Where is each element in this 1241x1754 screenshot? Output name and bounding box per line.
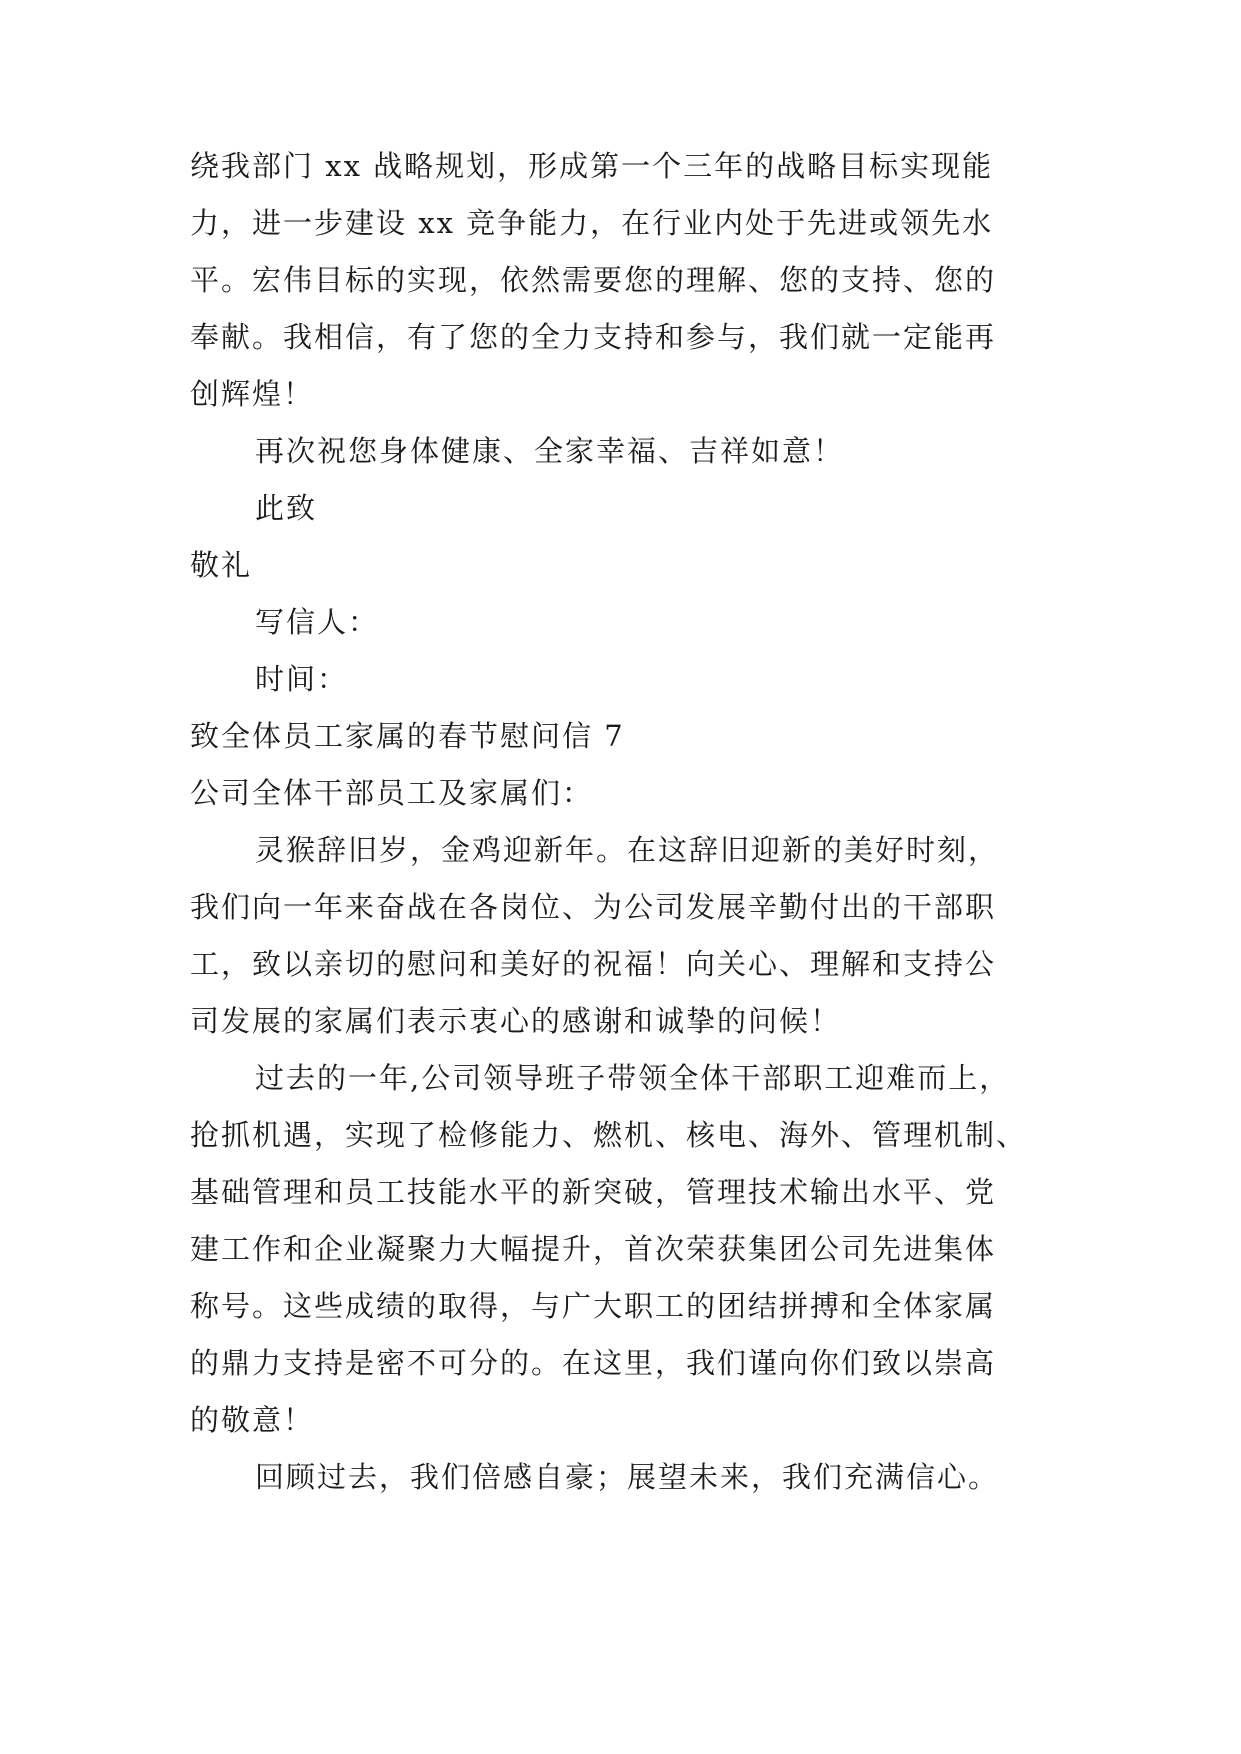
text-line: 称号。这些成绩的取得，与广大职工的团结拼搏和全体家属 bbox=[190, 1289, 997, 1323]
text-line: 写信人： bbox=[255, 605, 380, 639]
text-line: 绕我部门 xx 战略规划，形成第一个三年的战略目标实现能 bbox=[190, 149, 994, 183]
section-title: 致全体员工家属的春节慰问信 7 bbox=[190, 719, 625, 753]
text-line: 平。宏伟目标的实现，依然需要您的理解、您的支持、您的 bbox=[190, 263, 997, 297]
text-line: 时间： bbox=[255, 662, 349, 696]
text-line: 基础管理和员工技能水平的新突破，管理技术输出水平、党 bbox=[190, 1175, 997, 1209]
text-line: 回顾过去，我们倍感自豪；展望未来，我们充满信心。 bbox=[255, 1460, 1000, 1494]
text-line: 此致 bbox=[255, 491, 318, 525]
text-line: 的鼎力支持是密不可分的。在这里，我们谨向你们致以崇高 bbox=[190, 1346, 997, 1380]
text-line: 我们向一年来奋战在各岗位、为公司发展辛勤付出的干部职 bbox=[190, 890, 997, 924]
text-line: 工，致以亲切的慰问和美好的祝福！向关心、理解和支持公 bbox=[190, 947, 997, 981]
salutation: 公司全体干部员工及家属们： bbox=[190, 776, 594, 810]
text-line: 司发展的家属们表示衷心的感谢和诚挚的问候！ bbox=[190, 1004, 842, 1038]
text-line: 创辉煌！ bbox=[190, 377, 315, 411]
text-line: 奉献。我相信，有了您的全力支持和参与，我们就一定能再 bbox=[190, 320, 997, 354]
text-line: 建工作和企业凝聚力大幅提升，首次荣获集团公司先进集体 bbox=[190, 1232, 997, 1266]
text-line: 再次祝您身体健康、全家幸福、吉祥如意！ bbox=[255, 434, 845, 468]
text-line: 敬礼 bbox=[190, 548, 253, 582]
text-line: 力，进一步建设 xx 竞争能力，在行业内处于先进或领先水 bbox=[190, 206, 994, 240]
text-line: 灵猴辞旧岁，金鸡迎新年。在这辞旧迎新的美好时刻， bbox=[255, 833, 1000, 867]
text-line: 过去的一年,公司领导班子带领全体干部职工迎难而上， bbox=[255, 1061, 1011, 1095]
text-line: 抢抓机遇，实现了检修能力、燃机、核电、海外、管理机制、 bbox=[190, 1118, 1028, 1152]
text-line: 的敬意！ bbox=[190, 1403, 315, 1437]
